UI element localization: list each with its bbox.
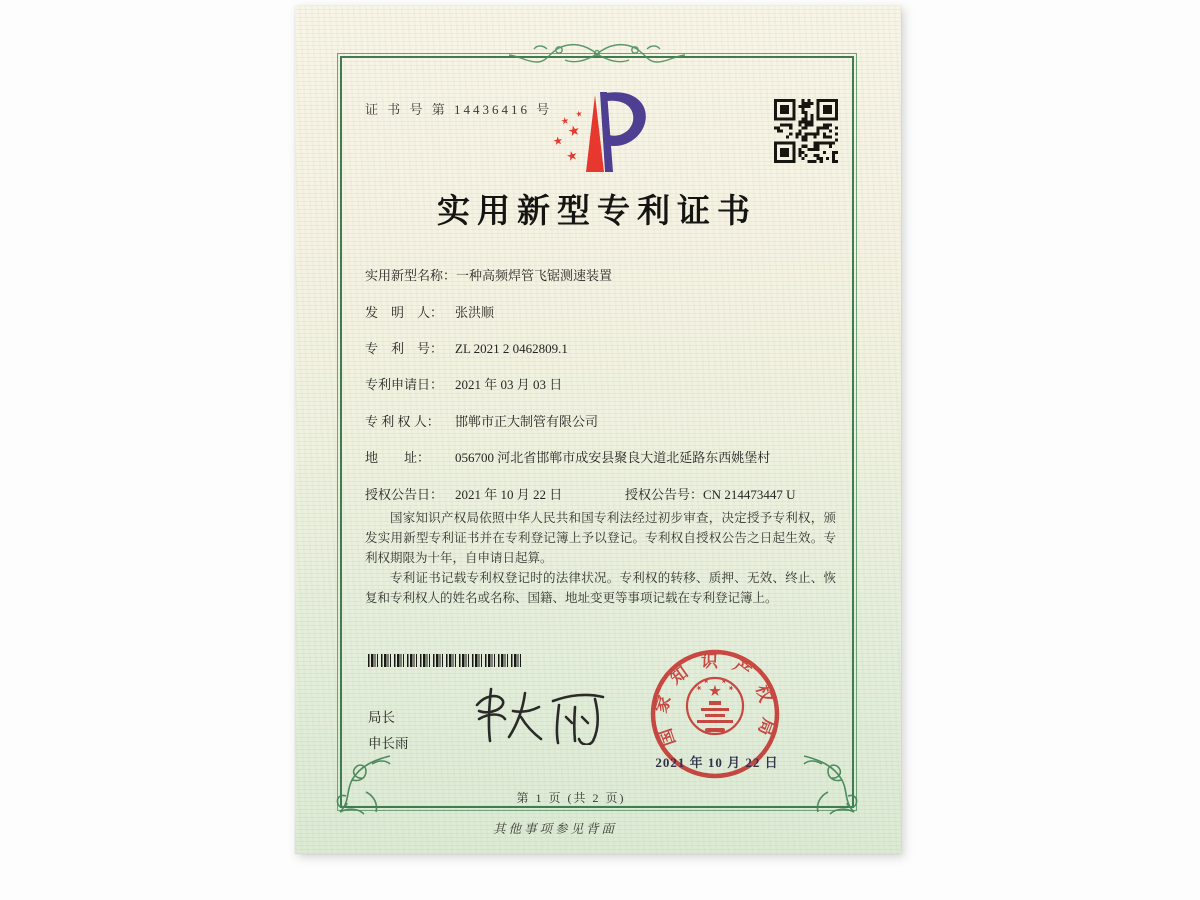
handwritten-signature-icon xyxy=(469,683,609,745)
field-value: CN 214473447 U xyxy=(703,487,796,502)
field-value: 张洪顺 xyxy=(455,305,495,320)
certificate-number: 证 书 号 第 14436416 号 xyxy=(365,102,553,117)
field-label: 专 利 号： xyxy=(365,341,444,356)
field-value: ZL 2021 2 0462809.1 xyxy=(455,341,568,356)
field-row-utility-name xyxy=(365,265,840,284)
field-label: 专 利 权 人： xyxy=(365,414,440,429)
page-indicator: 第 1 页 (共 2 页) xyxy=(516,791,626,805)
field-row-address xyxy=(365,447,840,466)
commissioner-name: 申长雨 xyxy=(368,736,409,751)
field-label: 授权公告号： xyxy=(625,487,704,502)
field-value: 邯郸市正大制管有限公司 xyxy=(455,414,599,429)
field-label: 授权公告日： xyxy=(365,487,444,502)
field-value: 056700 河北省邯郸市成安县聚良大道北延路东西姚堡村 xyxy=(455,450,771,465)
commissioner-title: 局长 xyxy=(368,710,395,725)
field-row-patent-number xyxy=(365,338,840,357)
field-row-inventor xyxy=(365,302,840,321)
field-label: 专利申请日： xyxy=(365,377,444,392)
field-label: 发 明 人： xyxy=(365,305,444,320)
field-grant-number xyxy=(625,484,795,503)
corner-flourish-icon xyxy=(800,752,862,818)
legal-paragraph: 国家知识产权局依照中华人民共和国专利法经过初步审查，决定授予专利权，颁发实用新型专利证书并在专利登记簿上予以登记。专利权自授权公告之日起生效。专利权期限为十年，自申请日起算。 xyxy=(365,511,836,565)
field-label: 地 址： xyxy=(365,450,431,465)
field-row-patentee xyxy=(365,411,840,430)
legal-text xyxy=(365,508,836,608)
certificate-paper xyxy=(295,6,901,854)
field-row-filing-date xyxy=(365,374,840,393)
seal-date: 2021 年 10 月 22 日 xyxy=(655,755,779,770)
certificate-title: 实用新型专利证书 xyxy=(437,194,757,230)
field-value: 2021 年 10 月 22 日 xyxy=(455,487,563,502)
legal-paragraph: 专利证书记载专利权登记时的法律状况。专利权的转移、质押、无效、终止、恢复和专利权人的姓名或名称、国籍、地址变更等事项记载在专利登记簿上。 xyxy=(365,571,836,605)
border-top-ornament-icon xyxy=(507,40,687,68)
field-label: 实用新型名称： xyxy=(365,268,457,283)
cnipa-patent-logo-icon xyxy=(543,88,653,180)
barcode-icon xyxy=(368,654,523,667)
field-row-grant-date xyxy=(365,484,840,503)
field-value: 2021 年 03 月 03 日 xyxy=(455,377,563,392)
certificate-border xyxy=(337,53,857,811)
qr-code-icon xyxy=(774,99,838,163)
corner-flourish-icon xyxy=(332,752,394,818)
back-note: 其他事项参见背面 xyxy=(492,822,617,836)
field-value: 一种高频焊管飞锯测速装置 xyxy=(456,268,613,283)
seal-agency-text: 国家知识产权局 xyxy=(651,651,779,751)
